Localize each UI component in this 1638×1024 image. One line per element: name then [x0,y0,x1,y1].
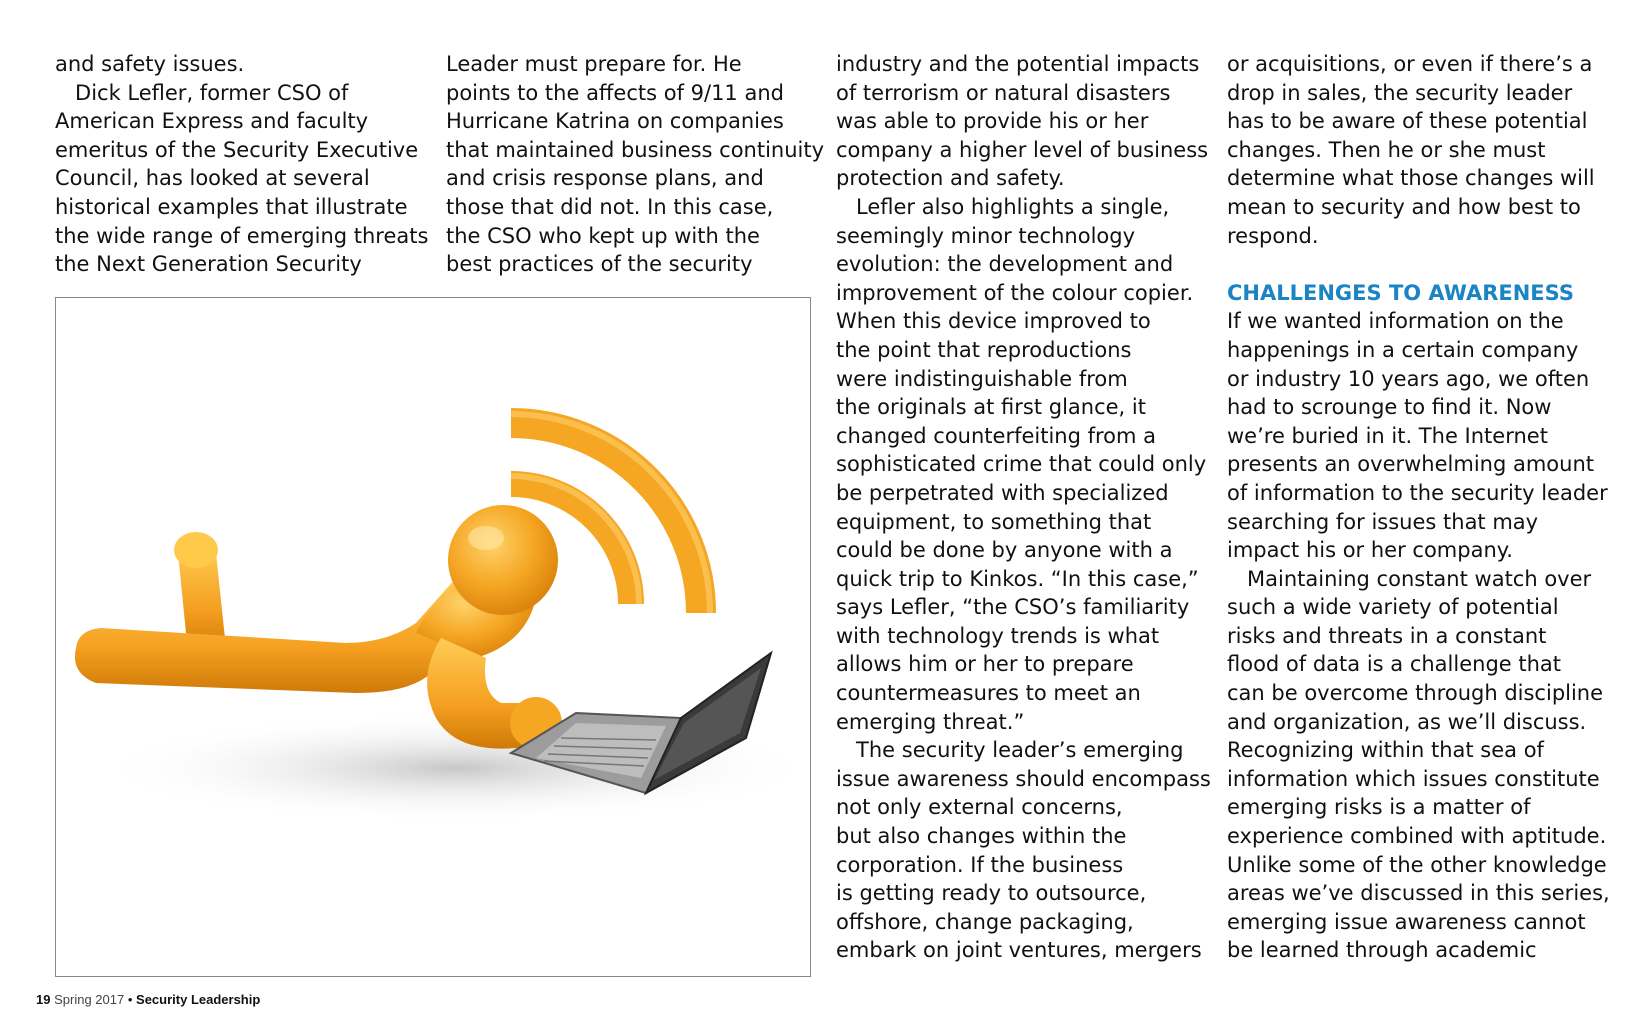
text-line: drop in sales, the security leader [1227,80,1573,105]
text-line: had to scrounge to find it. Now [1227,395,1552,420]
text-line: Unlike some of the other knowledge [1227,852,1607,877]
text-line: be perpetrated with specialized [836,480,1169,505]
text-line: that maintained business continuity [446,137,825,162]
text-line: The security leader’s emerging [836,738,1184,763]
text-line: changed counterfeiting from a [836,423,1157,448]
text-line: not only external concerns, [836,795,1123,820]
text-line: such a wide variety of potential [1227,595,1559,620]
text-line: with technology trends is what [836,623,1160,648]
text-line: determine what those changes will [1227,166,1595,191]
article-illustration [55,297,811,977]
text-line: emeritus of the Security Executive [55,137,419,162]
text-line: areas we’ve discussed in this series, [1227,881,1610,906]
text-line: When this device improved to [836,309,1151,334]
text-line: emerging risks is a matter of [1227,795,1531,820]
magazine-name: Security Leadership [136,992,261,1007]
text-line: American Express and faculty [55,109,369,134]
text-line: be learned through academic [1227,938,1537,963]
text-line: equipment, to something that [836,509,1152,534]
text-line: sophisticated crime that could only [836,452,1207,477]
footer-separator: • [127,992,133,1007]
text-line: searching for issues that may [1227,509,1539,534]
text-line: or industry 10 years ago, we often [1227,366,1590,391]
text-line: Recognizing within that sea of [1227,738,1544,763]
text-line: Dick Lefler, former CSO of [55,80,349,105]
text-line: was able to provide his or her [836,109,1149,134]
text-line: company a higher level of business [836,137,1209,162]
page-number: 19 [36,992,51,1007]
text-line: the originals at first glance, it [836,395,1146,420]
text-line: we’re buried in it. The Internet [1227,423,1548,448]
text-line: those that did not. In this case, [446,194,774,219]
text-line: the Next Generation Security [55,252,362,277]
text-line: quick trip to Kinkos. “In this case,” [836,566,1199,591]
text-line: presents an overwhelming amount [1227,452,1594,477]
text-line: corporation. If the business [836,852,1124,877]
text-line: but also changes within the [836,824,1127,849]
text-line: protection and safety. [836,166,1065,191]
page-footer [36,992,260,1007]
text-column-3 [836,50,1211,965]
text-line: impact his or her company. [1227,538,1513,563]
text-line: allows him or her to prepare [836,652,1134,677]
text-line: and crisis response plans, and [446,166,764,191]
text-line: countermeasures to meet an [836,681,1141,706]
text-line: is getting ready to outsource, [836,881,1147,906]
text-line: the CSO who kept up with the [446,223,760,248]
text-line: emerging threat.” [836,709,1025,734]
text-line: changes. Then he or she must [1227,137,1546,162]
text-line: Council, has looked at several [55,166,370,191]
text-line: or acquisitions, or even if there’s a [1227,52,1593,76]
text-line: information which issues constitute [1227,766,1600,791]
text-line: and organization, as we’ll discuss. [1227,709,1587,734]
text-line: could be done by anyone with a [836,538,1173,563]
text-line: of information to the security leader [1227,480,1608,505]
text-line: seemingly minor technology [836,223,1136,248]
text-line: historical examples that illustrate [55,194,408,219]
text-line: embark on joint ventures, mergers [836,938,1202,963]
text-line: has to be aware of these potential [1227,109,1588,134]
issue-date: Spring 2017 [54,992,125,1007]
text-line: industry and the potential impacts [836,52,1200,76]
text-line: experience combined with aptitude. [1227,824,1607,849]
text-line: were indistinguishable from [836,366,1128,391]
text-line: If we wanted information on the [1227,309,1564,334]
section-heading: CHALLENGES TO AWARENESS [1227,280,1574,305]
text-line: and safety issues. [55,52,245,76]
text-line: Maintaining constant watch over [1227,566,1592,591]
text-line: emerging issue awareness cannot [1227,909,1586,934]
text-line: Lefler also highlights a single, [836,194,1170,219]
text-line: risks and threats in a constant [1227,623,1547,648]
text-line: happenings in a certain company [1227,337,1579,362]
figure-with-laptop-wifi-icon [56,298,811,977]
text-line: improvement of the colour copier. [836,280,1194,305]
text-line: respond. [1227,223,1319,248]
text-line: offshore, change packaging, [836,909,1134,934]
text-column-4 [1227,50,1610,965]
text-line: the wide range of emerging threats [55,223,429,248]
text-column-2 [446,50,824,279]
text-line: Leader must prepare for. He [446,52,742,76]
text-line: points to the affects of 9/11 and [446,80,784,105]
paragraph-spacer [1227,250,1610,279]
text-line: flood of data is a challenge that [1227,652,1562,677]
text-line: evolution: the development and [836,252,1174,277]
text-line: Hurricane Katrina on companies [446,109,784,134]
text-line: the point that reproductions [836,337,1132,362]
text-line: mean to security and how best to [1227,194,1581,219]
text-line: says Lefler, “the CSO’s familiarity [836,595,1190,620]
text-line: best practices of the security [446,252,753,277]
text-line: issue awareness should encompass [836,766,1211,791]
text-column-1 [55,50,428,279]
text-line: of terrorism or natural disasters [836,80,1171,105]
text-line: can be overcome through discipline [1227,681,1604,706]
